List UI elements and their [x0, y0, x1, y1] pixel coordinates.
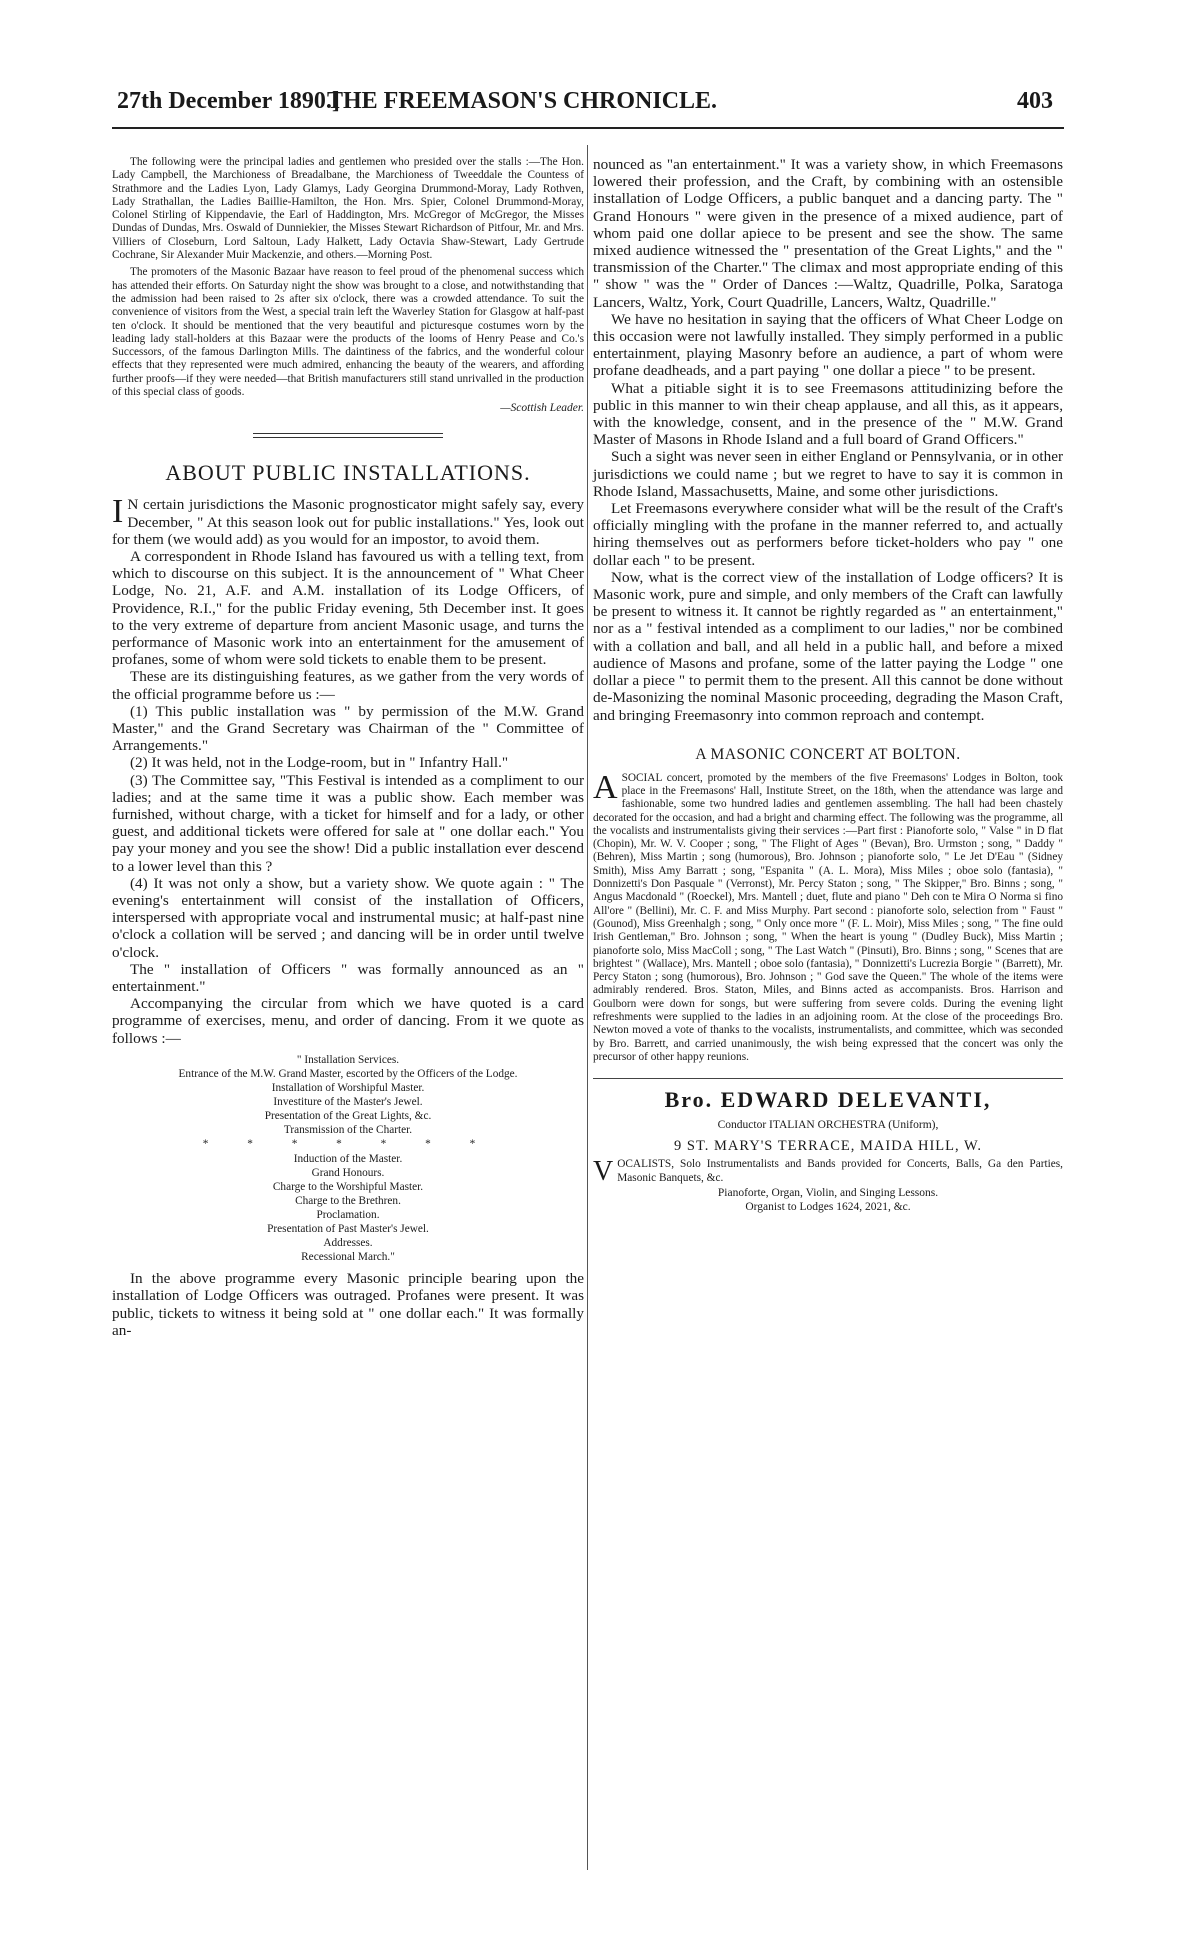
advertiser-address: 9 ST. MARY'S TERRACE, MAIDA HILL, W.	[674, 1138, 982, 1155]
page-header	[117, 88, 1053, 122]
programme-item: Grand Honours.	[311, 1166, 385, 1179]
article-paragraph: Such a sight was never seen in either England or Pennsylvania, or in other jurisdictions we could name ; but we regret to have to say it is common in Rhode Island, Massachusetts, Maine, and some other jurisdictions.	[593, 448, 1063, 500]
programme-item: Addresses.	[323, 1237, 373, 1250]
article-paragraph: Accompanying the circular from which we have quoted is a card programme of exercises, menu, and order of dancing. From it we quote as follows :—	[112, 995, 584, 1047]
bazaar-ladies-paragraph: The following were the principal ladies and gentlemen who presided over the stalls :—The Hon. Lady Campbell, the Marchioness of Breadalbane, the Marchioness of Tweeddale the Countess of Strathmore and the Ladies Lyon, Lady Glamys, Lady Georgina Drummond-Moray, Lady Rothven, Lady Strathallan, the Ladies Baillie-Hamilton, the Hon. Mrs. Spier, Colonel Drummond-Moray, Colonel Stirling of Kippendavie, the Earl of Haddington, Mrs. McGregor of McGregor, the Misses Dundas of Dundas, Mrs. Oswald of Dunniekier, the Misses Stewart Richardson of Pitfour, Mr. and Mrs. Villiers of Closeburn, Lord Saltoun, Lady Halkett, Lady Octavia Shaw-Stewart, Lady Gertrude Cochrane, Sir Alexander Muir Mackenzie, and others.—Morning Post.	[112, 156, 584, 262]
left-column	[112, 156, 584, 1339]
article-paragraph: A correspondent in Rhode Island has favoured us with a telling text, from which to discourse on this subject. It is the announcement of " What Cheer Lodge, No. 21, A.F. and A.M. installation of its Lodge Officers, of Providence, R.I.," for the public Friday evening, 5th December inst. It goes to the very extreme of departure from ancient Masonic usage, and turns the performance of Masonic work into an entertainment for the amusement of profanes, some of whom were sold tickets to enable them to be present.	[112, 547, 584, 669]
article-paragraph: N certain jurisdictions the Masonic prognosticator might safely say, every December, " At this season look out for public installations." Yes, look out for them (we would add) as you would for an impostor, to avoid them.	[112, 496, 584, 548]
article-paragraph: These are its distinguishing features, as we gather from the very words of the official programme before us :—	[112, 668, 584, 703]
header-rule	[112, 127, 1064, 129]
programme-asterisks: * * * * * * *	[202, 1138, 494, 1151]
programme-item: Presentation of the Great Lights, &c.	[264, 1110, 432, 1123]
article-paragraph: Now, what is the correct view of the installation of Lodge officers? It is Masonic work, pure and simple, and only members of the Craft can lawfully be present to witness it. It cannot be rightly regarded as " an entertainment," nor as a " festival intended as a compliment to our ladies," nor be combined with a collation and ball, and all held in a public hall, and before a mixed audience of Masons and profane, some of the latter paying the Lodge " one dollar a piece " to permit them to the present. All this cannot be done without de-Masonizing the nominal Masonic proceeding, degrading the Mason Craft, and bringing Freemasonry into common reproach and contempt.	[593, 568, 1063, 724]
article-paragraph: The " installation of Officers " was formally announced as an " entertainment."	[112, 960, 584, 996]
section-divider	[253, 433, 443, 438]
article-paragraph: (4) It was not only a show, but a variety show. We quote again : " The evening's entertainment will consist of the installation of Officers, interspersed with appropriate vocal and instrumental music; at half-past nine o'clock a collation will be served ; and dancing will be in order until twelve o'clock.	[112, 874, 584, 961]
article-paragraph: Let Freemasons everywhere consider what will be the result of the Craft's officially mingling with the profane in the manner referred to, and actually hiring themselves out as performers before ticket-holders who pay " one dollar each " to be present.	[593, 500, 1063, 569]
advertisement	[593, 1087, 1063, 1213]
concert-title: A MASONIC CONCERT AT BOLTON.	[695, 745, 961, 763]
drop-cap: A	[593, 768, 618, 806]
drop-cap: I	[112, 493, 124, 531]
programme-item: Transmission of the Charter.	[283, 1124, 413, 1137]
article-paragraph: (2) It was held, not in the Lodge-room, but in " Infantry Hall."	[130, 754, 509, 772]
concert-report: SOCIAL concert, promoted by the members of the five Freemasons' Lodges in Bolton, took place in the Freemasons' Hall, Institute Street, on the 18th, when the attendance was large and fashionable, some two hundred ladies and gentlemen assembling. The hall had been chastely decorated for the occasion, and had a bright and charming effect. The following was the programme, all the vocalists and instrumentalists giving their services :—Part first : Pianoforte solo, " Valse " in D flat (Chopin), Mr. W. V. Cooper ; song, " The Flight of Ages " (Bevan), Bro. Urmston ; song, " Daddy " (Behren), Miss Martin ; song (humorous), Bro. Johnson ; pianoforte solo, " Le Jet D'Eau " (Sidney Smith), Miss Amy Barratt ; song, "Espanita " (A. L. Mora), Miss Miles ; oboe solo (fantasia), " Donnizetti's Don Pasquale " (Verronst), Mr. Percy Staton ; song, " The Skipper," Bro. Binns ; song, " Angus Macdonald " (Roeckel), Mrs. Mantell ; duet, flute and piano " Deh con te Mira O Norma si fino All'ore " (Bellini), Mr. C. F. and Miss Murphy. Part second : pianoforte solo, selection from " Faust " (Gounod), Miss Greenhalgh ; song, " Only once more " (F. L. Moir), Miss Miles ; song, " The fine ould Irish Gentleman," Bro. Johnson ; song, " When the heart is young " (Dudley Buck), Miss Martin ; pianoforte solo, Miss MacColl ; song, " The Last Watch " (Pinsuti), Bro. Binns ; song, " Scenes that are brightest " (Wallace), Mrs. Mantell ; oboe solo (fantasia), " Donnizetti's Lucrezia Borgie " (Barrett), Mr. Percy Staton ; song (humorous), Bro. Johnson ; " God save the Queen." The whole of the items were admirably rendered. Bros. Staton, Miles, and Binns acted as accompanists. Bros. Harrison and Goulborn were down for songs, but were suffering from severe colds. During the evening light refreshments were supplied to the ladies in an adjoining room. At the close of the proceedings Bro. Newton moved a vote of thanks to the vocalists, instrumentalists, and committee, which was seconded by Bro. Barrett, and carried unanimously, the wish being expressed that the concert was only the precursor of other happy reunions.	[593, 771, 1063, 1063]
ad-lessons: Pianoforte, Organ, Violin, and Singing Lessons.	[717, 1186, 939, 1199]
bazaar-success-paragraph: The promoters of the Masonic Bazaar have reason to feel proud of the phenomenal success which has attended their efforts. On Saturday night the show was brought to a close, and notwithstanding that the admission had been raised to 2s after six o'clock, there was a crowded attendance. To suit the convenience of visitors from the West, a special train left the Waverley Station for Glasgow at half-past ten o'clock. It should be mentioned that the very beautiful and picturesque costumes worn by the leading lady stall-holders at this Bazaar were the products of the looms of Henry Pease and Co.'s Successors, of the famous Darlington Mills. The daintiness of the fabrics, and the wonderful colour effects that they represented were much admired, enhancing the beauty of the wearers, and affording further proofs—if they were needed—that British manufacturers still stand unrivalled in the production of this special class of goods.	[112, 266, 584, 399]
page-number: 403	[1017, 88, 1053, 114]
programme-item: Proclamation.	[316, 1208, 380, 1221]
section-title: ABOUT PUBLIC INSTALLATIONS.	[165, 460, 531, 486]
article-paragraph: In the above programme every Masonic principle bearing upon the installation of Lodge Officers was outraged. Profanes were present. It was public, tickets to witness it being sold at " one dollar each." It was formally an-	[112, 1270, 584, 1339]
advertiser-name: Bro. EDWARD DELEVANTI,	[664, 1087, 992, 1113]
source-attribution: —Scottish Leader.	[500, 402, 584, 415]
column-divider	[587, 145, 588, 1870]
programme-item: Charge to the Worshipful Master.	[272, 1180, 424, 1193]
programme-item: Charge to the Brethren.	[295, 1194, 401, 1207]
programme-item: Installation of Worshipful Master.	[271, 1082, 425, 1095]
programme-item: " Installation Services.	[296, 1053, 400, 1066]
installation-programme	[112, 1053, 584, 1264]
article-paragraph: (3) The Committee say, "This Festival is intended as a compliment to our ladies; and at the same time it was a public show. Each member was furnished, without charge, with a ticket for himself and for a lady, or other guest, and additional tickets were offered for sale at " one dollar each." You pay your money and you see the show! Did a public installation ever descend to a lower level than this ?	[112, 771, 584, 875]
ad-services: OCALISTS, Solo Instrumentalists and Bands provided for Concerts, Balls, Ga den Parties, Masonic Banquets, &c.	[617, 1158, 1063, 1184]
right-column	[593, 156, 1063, 1213]
article-paragraph: nounced as "an entertainment." It was a variety show, in which Freemasons lowered their profession, and the Craft, by combining with an ostensible installation of Lodge Officers, a public banquet and a dancing party. The " Grand Honours " were given in the presence of a mixed audience, part of whom paid one dollar apiece to be present and see the show. The same mixed audience witnessed the " presentation of the Great Lights," and the " transmission of the Charter." The climax and most appropriate ending of this " show " was the " Order of Dances :—Waltz, Quadrille, Polka, Saratoga Lancers, Waltz, York, Court Quadrille, Lancers, Waltz, Quadrille."	[593, 156, 1063, 311]
issue-date: 27th December 1890.]	[117, 88, 340, 114]
article-paragraph: We have no hesitation in saying that the officers of What Cheer Lodge on this occasion were not lawfully installed. They simply performed in a public entertainment, playing Masonry before an audience, a part of whom were profane deadheads, and a part paying " one dollar a piece " to be present.	[593, 310, 1063, 380]
programme-item: Recessional March."	[301, 1251, 395, 1264]
advertiser-title: Conductor ITALIAN ORCHESTRA (Uniform),	[717, 1119, 939, 1132]
advertisement-rule	[593, 1078, 1063, 1079]
programme-item: Presentation of Past Master's Jewel.	[267, 1222, 429, 1235]
programme-item: Investiture of the Master's Jewel.	[273, 1096, 423, 1109]
publication-title: THE FREEMASON'S CHRONICLE.	[327, 88, 718, 114]
ad-organist: Organist to Lodges 1624, 2021, &c.	[745, 1200, 911, 1213]
programme-item: Induction of the Master.	[293, 1152, 403, 1165]
article-paragraph: What a pitiable sight it is to see Freemasons attitudinizing before the public in this manner to win their cheap applause, and all this, as it appears, with the knowledge, consent, and in the presence of the " M.W. Grand Master of Masons in Rhode Island and a full board of Grand Officers."	[593, 379, 1063, 449]
programme-item: Entrance of the M.W. Grand Master, escorted by the Officers of the Lodge.	[178, 1067, 518, 1080]
article-paragraph: (1) This public installation was " by permission of the M.W. Grand Master," and the Grand Secretary was Chairman of the " Committee of Arrangements."	[112, 702, 584, 755]
drop-cap: V	[593, 1156, 614, 1188]
